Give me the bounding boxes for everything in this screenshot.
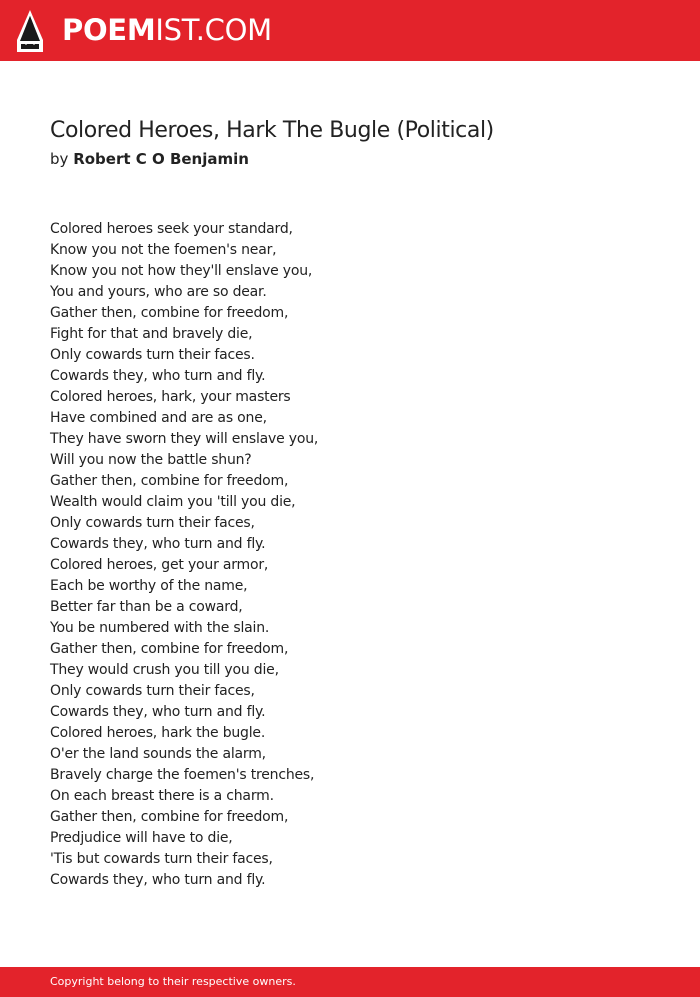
poem-body <box>50 219 318 891</box>
byline <box>50 148 249 170</box>
poem-line: Cowards they, who turn and fly. <box>50 536 266 552</box>
site-header <box>0 0 700 61</box>
poem-line: Colored heroes, hark, your masters <box>50 389 291 405</box>
poem-title: Colored Heroes, Hark The Bugle (Political) <box>50 118 494 143</box>
poem-line: Have combined and are as one, <box>50 410 267 426</box>
poem-line: Gather then, combine for freedom, <box>50 809 289 825</box>
poem-line: Better far than be a coward, <box>50 599 243 615</box>
poem-line: Predjudice will have to die, <box>50 830 233 846</box>
poem-line: They have sworn they will enslave you, <box>50 431 319 447</box>
poem-line: Know you not the foemen's near, <box>50 242 277 258</box>
poem-line: Fight for that and bravely die, <box>50 326 253 342</box>
copyright-notice: Copyright belong to their respective owners. <box>50 975 296 988</box>
poem-line: Cowards they, who turn and fly. <box>50 872 266 888</box>
poem-line: Only cowards turn their faces. <box>50 347 255 363</box>
site-footer <box>0 967 700 997</box>
poem-line: O'er the land sounds the alarm, <box>50 746 266 762</box>
poem-line: Gather then, combine for freedom, <box>50 641 289 657</box>
poem-line: 'Tis but cowards turn their faces, <box>50 851 273 867</box>
pencil-tip-icon <box>17 10 43 52</box>
site-logo[interactable] <box>62 13 272 47</box>
logo-text-bold: POEM <box>62 13 156 47</box>
poem-line: Gather then, combine for freedom, <box>50 473 289 489</box>
poem-line: Cowards they, who turn and fly. <box>50 704 266 720</box>
poem-line: Only cowards turn their faces, <box>50 515 255 531</box>
poem-line: Bravely charge the foemen's trenches, <box>50 767 315 783</box>
poem-line: Colored heroes seek your standard, <box>50 221 293 237</box>
poem-line: Know you not how they'll enslave you, <box>50 263 313 279</box>
poem-line: Cowards they, who turn and fly. <box>50 368 266 384</box>
author-name: Robert C O Benjamin <box>73 150 249 168</box>
poem-line: Only cowards turn their faces, <box>50 683 255 699</box>
by-label: by <box>50 150 69 168</box>
poem-line: You be numbered with the slain. <box>50 620 270 636</box>
poem-line: Colored heroes, get your armor, <box>50 557 269 573</box>
poem-line: Gather then, combine for freedom, <box>50 305 289 321</box>
poem-line: On each breast there is a charm. <box>50 788 274 804</box>
poem-line: Colored heroes, hark the bugle. <box>50 725 266 741</box>
poem-line: Each be worthy of the name, <box>50 578 248 594</box>
poem-line: They would crush you till you die, <box>50 662 279 678</box>
poem-line: You and yours, who are so dear. <box>50 284 267 300</box>
logo-text-light: IST.COM <box>155 13 272 47</box>
poem-line: Wealth would claim you 'till you die, <box>50 494 296 510</box>
poem-line: Will you now the battle shun? <box>50 452 252 468</box>
